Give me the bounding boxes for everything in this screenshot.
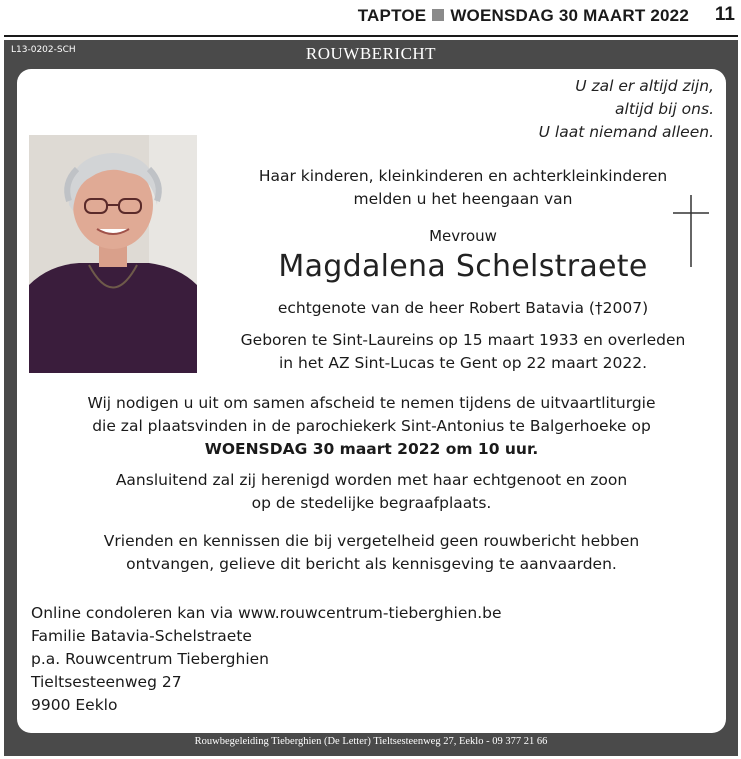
service-datetime: WOENSDAG 30 maart 2022 om 10 uur. — [204, 440, 539, 458]
burial-line: Aansluitend zal zij herenigd worden met haar echtgenoot en zoon — [115, 471, 628, 489]
funeral-invitation — [17, 392, 726, 461]
spouse-line: echtgenote van de heer Robert Batavia (†2007) — [277, 299, 649, 317]
address-care-of: p.a. Rouwcentrum Tieberghien — [31, 650, 269, 668]
friends-text — [17, 530, 726, 576]
verse-line: U zal er altijd zijn, — [575, 77, 714, 95]
life-line: in het AZ Sint-Lucas te Gent op 22 maart 2022. — [278, 354, 648, 372]
family-name: Familie Batavia-Schelstraete — [31, 627, 252, 645]
verse-line: U laat niemand alleen. — [538, 123, 714, 141]
intro-line: melden u het heengaan van — [353, 190, 573, 208]
life-line: Geboren te Sint-Laureins op 15 maart 1933 en overleden — [240, 331, 686, 349]
friends-line: ontvangen, gelieve dit bericht als kennisgeving te aanvaarden. — [126, 555, 617, 573]
portrait-photo — [29, 135, 197, 373]
verse — [539, 75, 714, 144]
square-separator-icon — [432, 9, 444, 21]
masthead-rule — [4, 35, 738, 37]
burial-line: op de stedelijke begraafplaats. — [251, 494, 492, 512]
contact-block — [31, 602, 502, 717]
condolence-line: Online condoleren kan via www.rouwcentrum-tieberghien.be — [31, 604, 502, 622]
page-number: 11 — [714, 4, 735, 25]
reference-code: L13-0202-SCH — [11, 45, 76, 55]
intro-text — [213, 165, 713, 211]
funeral-home-footer: Rouwbegeleiding Tieberghien (De Letter) Tieltsesteenweg 27, Eeklo - 09 377 21 66 — [194, 736, 548, 747]
address-street: Tieltsesteenweg 27 — [31, 673, 182, 691]
verse-line: altijd bij ons. — [615, 100, 714, 118]
masthead-title — [358, 6, 689, 26]
paper-name: TAPTOE — [357, 6, 427, 25]
invite-line: Wij nodigen u uit om samen afscheid te nemen tijdens de uitvaartliturgie — [87, 394, 656, 412]
deceased-name: Magdalena Schelstraete — [278, 249, 648, 284]
newspaper-masthead — [0, 0, 741, 30]
portrait-illustration — [29, 135, 197, 373]
invite-line: die zal plaatsvinden in de parochiekerk Sint-Antonius te Balgerhoeke op — [92, 417, 651, 435]
death-notice — [4, 40, 738, 756]
life-details — [213, 329, 713, 375]
title-word: Mevrouw — [429, 227, 497, 245]
issue-date: WOENSDAG 30 MAART 2022 — [450, 6, 689, 25]
address-city: 9900 Eeklo — [31, 696, 118, 714]
burial-text — [17, 469, 726, 515]
intro-line: Haar kinderen, kleinkinderen en achterkleinkinderen — [258, 167, 668, 185]
notice-card — [17, 69, 726, 733]
friends-line: Vrienden en kennissen die bij vergetelheid geen rouwbericht hebben — [103, 532, 640, 550]
notice-heading: ROUWBERICHT — [305, 44, 437, 63]
